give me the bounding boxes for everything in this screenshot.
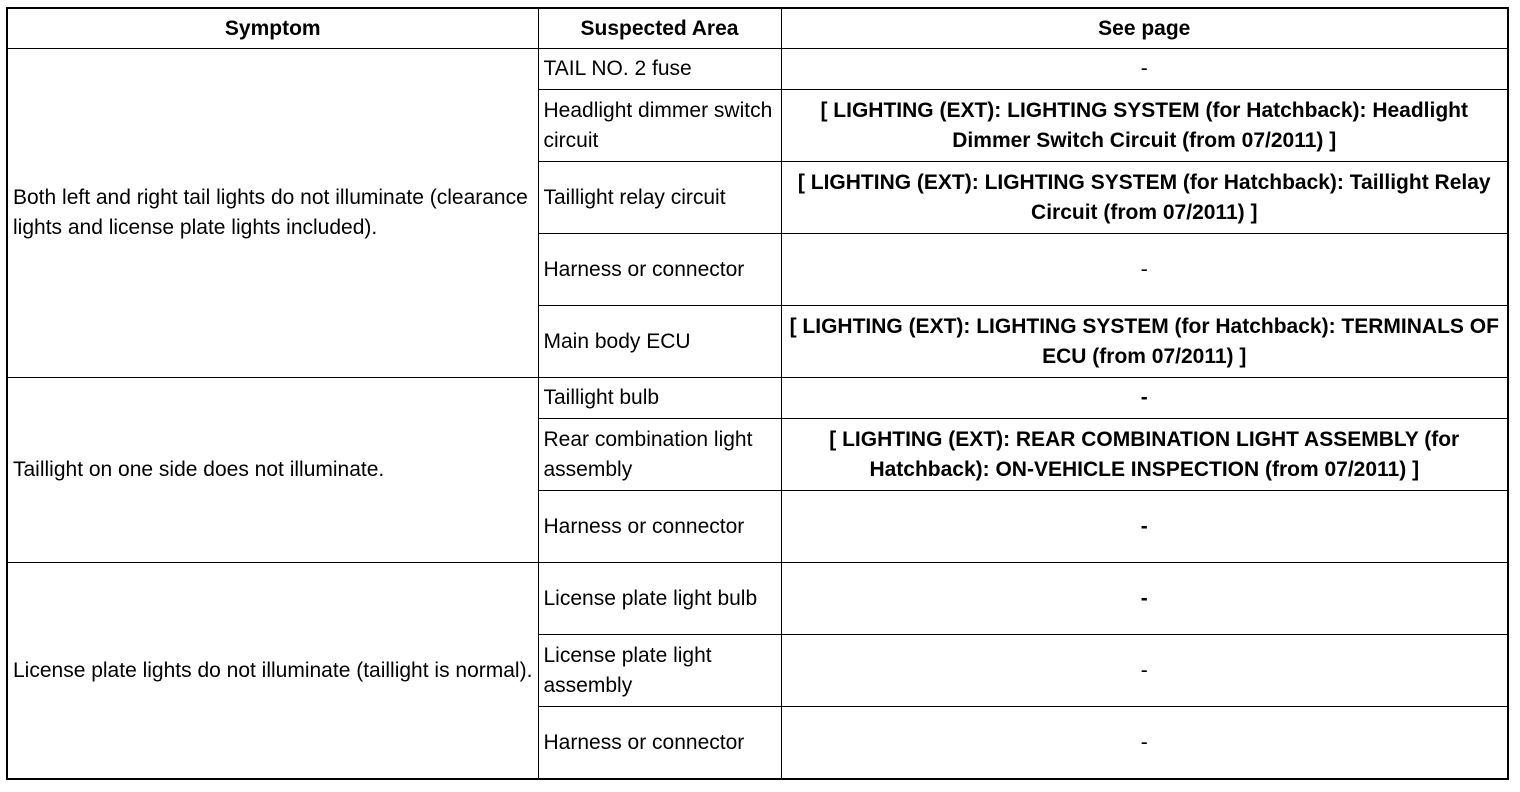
see-page-link[interactable]: [ LIGHTING (EXT): LIGHTING SYSTEM (for Hatchback): TERMINALS OF ECU (from 07/2011) ]: [781, 306, 1508, 378]
see-page-cell: -: [781, 491, 1508, 563]
suspected-area-cell: Harness or connector: [538, 707, 781, 780]
table-row: [7, 49, 1508, 90]
see-page-cell: -: [781, 49, 1508, 90]
suspected-area-cell: Harness or connector: [538, 234, 781, 306]
table-row: [7, 378, 1508, 419]
column-header-see-page: See page: [781, 8, 1508, 49]
suspected-area-cell: License plate light assembly: [538, 635, 781, 707]
see-page-link[interactable]: [ LIGHTING (EXT): REAR COMBINATION LIGHT ASSEMBLY (for Hatchback): ON-VEHICLE INSPECTION (from 07/2011) ]: [781, 419, 1508, 491]
see-page-cell: -: [781, 234, 1508, 306]
table-row: [7, 563, 1508, 635]
suspected-area-cell: Taillight relay circuit: [538, 162, 781, 234]
header-row: [7, 8, 1508, 49]
suspected-area-cell: Main body ECU: [538, 306, 781, 378]
see-page-cell: -: [781, 707, 1508, 780]
see-page-link[interactable]: [ LIGHTING (EXT): LIGHTING SYSTEM (for Hatchback): Taillight Relay Circuit (from 07/2011) ]: [781, 162, 1508, 234]
see-page-cell: -: [781, 563, 1508, 635]
see-page-cell: -: [781, 635, 1508, 707]
suspected-area-cell: License plate light bulb: [538, 563, 781, 635]
suspected-area-cell: Harness or connector: [538, 491, 781, 563]
symptom-cell: Both left and right tail lights do not illuminate (clearance lights and license plate lights included).: [7, 49, 538, 378]
see-page-cell: -: [781, 378, 1508, 419]
suspected-area-cell: TAIL NO. 2 fuse: [538, 49, 781, 90]
suspected-area-cell: Headlight dimmer switch circuit: [538, 90, 781, 162]
suspected-area-cell: Rear combination light assembly: [538, 419, 781, 491]
problem-symptoms-table: [6, 7, 1509, 780]
suspected-area-cell: Taillight bulb: [538, 378, 781, 419]
symptom-cell: License plate lights do not illuminate (taillight is normal).: [7, 563, 538, 780]
symptom-cell: Taillight on one side does not illuminate.: [7, 378, 538, 563]
column-header-suspected-area: Suspected Area: [538, 8, 781, 49]
column-header-symptom: Symptom: [7, 8, 538, 49]
see-page-link[interactable]: [ LIGHTING (EXT): LIGHTING SYSTEM (for Hatchback): Headlight Dimmer Switch Circuit (from 07/2011) ]: [781, 90, 1508, 162]
